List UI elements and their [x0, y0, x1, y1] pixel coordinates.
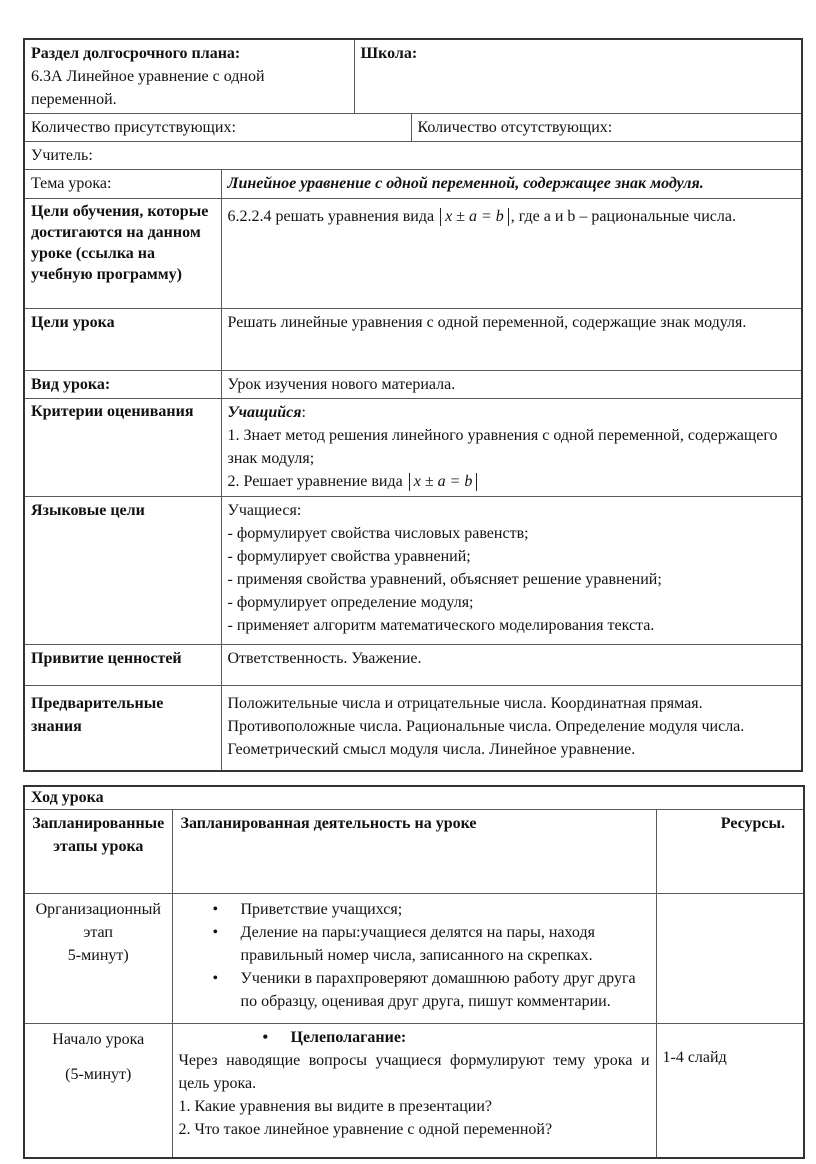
stage-name: Начало урока	[52, 1031, 145, 1048]
language-goals-value	[221, 497, 802, 645]
objectives-formula: x ± a = b	[440, 208, 509, 226]
lesson-plan-table	[23, 38, 803, 772]
criteria-item-1: 1. Знает метод решения линейного уравнения с одной переменной, содержащего знак модуля;	[227, 427, 778, 467]
language-goal-item: - применяет алгоритм математического моделирования текста.	[227, 617, 655, 634]
values-label: Привитие ценностей	[24, 645, 221, 686]
language-goal-item: - формулирует определение модуля;	[227, 594, 474, 611]
present-count-label: Количество присутствующих:	[24, 114, 411, 142]
stage-start-resource: 1-4 слайд	[656, 1024, 804, 1158]
col-header-stages: Запланированные этапы урока	[24, 810, 172, 894]
list-item: • Деление на пары:учащиеся делятся на пары, находя правильный номер числа, записанного на скрепках.	[241, 921, 650, 967]
stage-start-text: Через наводящие вопросы учащиеся формулируют тему урока и цель урока.	[178, 1052, 650, 1092]
language-goal-item: Учащиеся:	[227, 502, 302, 519]
language-goal-item: - формулирует свойства числовых равенств;	[227, 525, 529, 542]
topic-value: Линейное уравнение с одной переменной, содержащее знак модуля.	[221, 170, 802, 199]
language-goal-item: - формулирует свойства уравнений;	[227, 548, 471, 565]
list-item: • Приветствие учащихся;	[241, 898, 650, 921]
stage-time: (5-минут)	[65, 1066, 132, 1083]
stage-organizational-resources	[656, 894, 804, 1024]
criteria-value: Учащийся: 1. Знает метод решения линейного уравнения с одной переменной, содержащего знак модуля; 2. Решает уравнение вида x ± a = b	[221, 399, 802, 497]
school-cell	[354, 39, 802, 114]
stage-time: 5-минут)	[67, 947, 129, 964]
objectives-label: Цели обучения, которые достигаются на данном уроке (ссылка на учебную программу)	[24, 199, 221, 309]
criteria-student: Учащийся	[227, 404, 302, 421]
stage-organizational	[24, 894, 172, 1024]
lesson-flow-title: Ход урока	[24, 786, 804, 810]
list-item: • Ученики в парахпроверяют домашнюю работу друг друга по образцу, оценивая друг друга, пишут комментарии.	[241, 967, 650, 1013]
school-label: Школа:	[360, 45, 418, 62]
objectives-suffix: , где a и b – рациональные числа.	[510, 208, 736, 225]
topic-label: Тема урока:	[24, 170, 221, 199]
prior-knowledge-value: Положительные числа и отрицательные числа. Координатная прямая. Противоположные числа. Рациональные числа. Определение модуля числа. Геометрический смысл модуля числа. Линейное уравнение.	[221, 686, 802, 771]
type-value: Урок изучения нового материала.	[221, 371, 802, 399]
goals-label: Цели урока	[24, 309, 221, 371]
language-goal-item: - применяя свойства уравнений, объясняет решение уравнений;	[227, 571, 662, 588]
section-value: 6.3А Линейное уравнение с одной переменной.	[31, 68, 265, 108]
goals-value: Решать линейные уравнения с одной переменной, содержащие знак модуля.	[221, 309, 802, 371]
section-cell	[24, 39, 354, 114]
stage-name: Организационный этап	[35, 901, 161, 941]
lesson-flow-table	[23, 785, 805, 1159]
values-value: Ответственность. Уважение.	[221, 645, 802, 686]
stage-start	[24, 1024, 172, 1158]
language-goals-label: Языковые цели	[24, 497, 221, 645]
stage-start-activity	[172, 1024, 656, 1158]
type-label: Вид урока:	[24, 371, 221, 399]
question-item: 2. Что такое линейное уравнение с одной переменной?	[178, 1121, 553, 1138]
stage-organizational-activity	[172, 894, 656, 1024]
objectives-prefix: 6.2.2.4 решать уравнения вида	[227, 208, 435, 225]
teacher-label: Учитель:	[24, 142, 802, 170]
criteria-formula: x ± a = b	[409, 473, 478, 491]
prior-knowledge-label: Предварительные знания	[24, 686, 221, 771]
section-label: Раздел долгосрочного плана:	[31, 45, 241, 62]
criteria-item-2: 2. Решает уравнение вида x ± a = b	[228, 470, 796, 493]
col-header-resources: Ресурсы.	[656, 810, 804, 894]
goal-setting-heading: • Целеполагание:	[291, 1026, 650, 1049]
absent-count-label: Количество отсутствующих:	[411, 114, 802, 142]
criteria-label: Критерии оценивания	[24, 399, 221, 497]
question-item: 1. Какие уравнения вы видите в презентации?	[178, 1098, 492, 1115]
col-header-activity: Запланированная деятельность на уроке	[172, 810, 656, 894]
objectives-value	[221, 199, 802, 309]
